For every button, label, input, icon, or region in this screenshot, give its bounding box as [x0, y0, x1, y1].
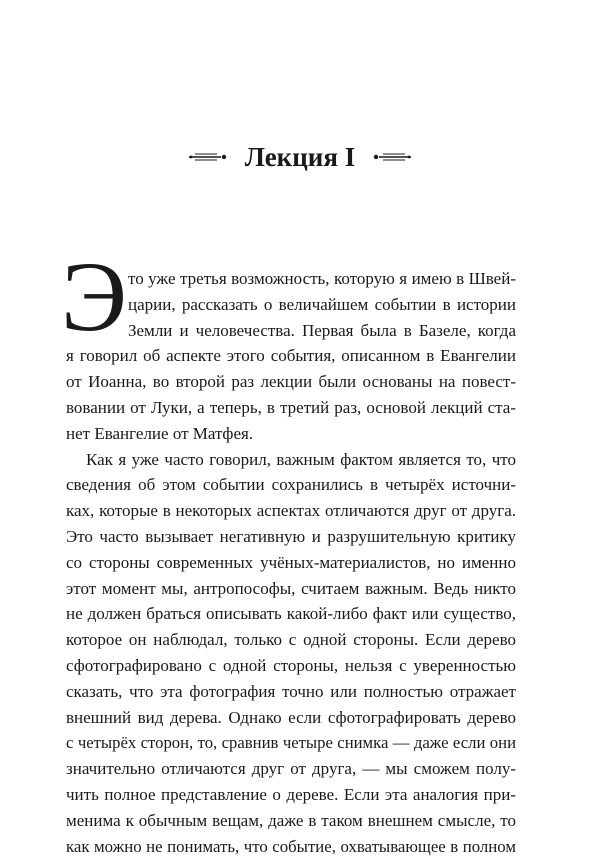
text-line: Земли и человечества. Первая была в Базеле, когда: [128, 320, 516, 340]
paragraph: [66, 447, 516, 859]
text-line: с четырёх сторон, то, сравнив четыре снимка — даже если они: [66, 733, 516, 753]
text-line: царии, рассказать о величайшем событии в истории: [128, 294, 516, 314]
chapter-title: Лекция I: [244, 142, 356, 172]
body-text: [61, 241, 516, 859]
text-line: то уже третья возможность, которую я имею в Швей-: [128, 269, 516, 288]
text-line: сфотографировано с одной стороны, нельзя с уверенностью: [66, 655, 516, 675]
text-line: Это часто вызывает негативную и разрушительную критику: [66, 526, 516, 546]
text-line: нет Евангелие от Матфея.: [66, 423, 254, 443]
text-line: не должен браться описывать какой-либо факт или существо,: [66, 604, 516, 624]
text-line: Как я уже часто говорил, важным фактом является то, что: [86, 449, 516, 469]
text-line: чить полное представление о дереве. Если эта аналогия при-: [66, 784, 516, 804]
paragraph: [66, 266, 516, 447]
text-line: сказать, что эта фотография точно или полностью отражает: [66, 681, 516, 701]
text-line: сведения об этом событии сохранились в четырёх источни-: [66, 475, 516, 495]
text-line: со стороны современных учёных-материалистов, но именно: [66, 552, 516, 572]
text-line: я говорил об аспекте этого события, описанном в Евангелии: [66, 346, 516, 366]
text-line: от Иоанна, во второй раз лекции были основаны на повест-: [66, 372, 516, 392]
text-line: как можно не понимать, что событие, охватывающее в полном: [66, 836, 516, 856]
text-line: значительно отличаются друг от друга, — мы сможем полу-: [66, 759, 516, 779]
text-line: менима к обычным вещам, даже в таком внешнем смысле, то: [66, 810, 516, 830]
right-ornament-icon: [371, 150, 413, 164]
text-line: ках, которые в некоторых аспектах отличаются друг от друга.: [66, 501, 516, 521]
drop-cap: Э: [61, 241, 128, 352]
text-line: вовании от Луки, а теперь, в третий раз, основой лекций ста-: [66, 397, 516, 417]
text-line: которое он наблюдал, только с одной стороны. Если дерево: [66, 630, 516, 650]
text-line: этот момент мы, антропософы, считаем важным. Ведь никто: [66, 578, 516, 598]
chapter-heading: [0, 140, 600, 174]
text-line: внешний вид дерева. Однако если сфотографировать дерево: [66, 707, 516, 727]
left-ornament-icon: [187, 150, 229, 164]
